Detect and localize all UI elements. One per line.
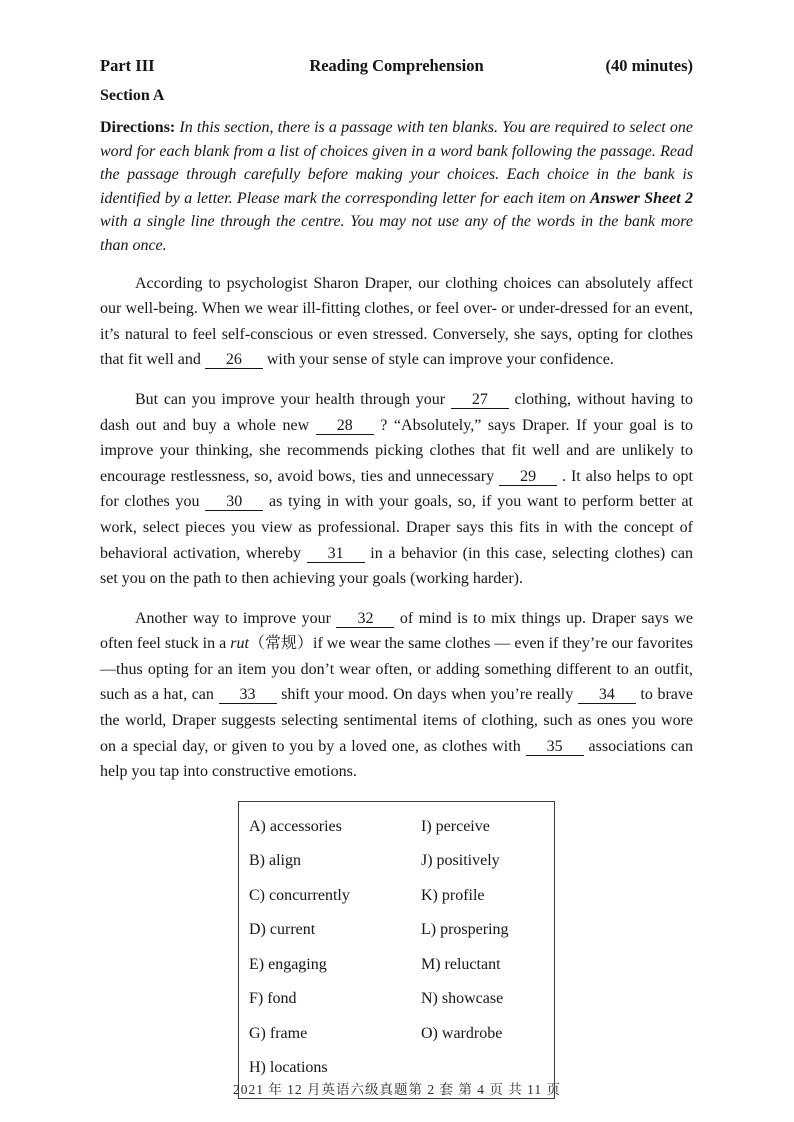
part-label: Part III [100,56,155,75]
directions-segment: In this section, there is a passage with ten blanks. You are required to select one word for each blank from a list of choices given in a word bank following the passage. Read the passage through carefully before making your choices. Each choice in the bank is identified by a letter. Please mark the corresponding letter for each item on [100,119,693,207]
page-footer: 2021 年 12 月英语六级真题第 2 套 第 4 页 共 11 页 [232,1082,562,1097]
time-limit: (40 minutes) [605,56,693,75]
word-bank-row [249,919,554,940]
passage-paragraph [100,606,693,785]
word-option-L: L) prospering [421,921,509,939]
word-option-G: G) frame [249,1024,308,1042]
blank-26: 26 [205,351,263,369]
word-bank-row [249,816,554,837]
passage [100,271,693,785]
word-option-D: D) current [249,921,316,939]
word-bank-box [238,801,555,1099]
blank-28: 28 [316,417,374,435]
word-option-F: F) fond [249,990,297,1008]
text-segment: ? “Absolutely,” says Draper. If your goal is to improve your thinking, she recommends picking clothes that fit well and are unlikely to encourage restlessness, so, avoid bows, ties and unnecessary [100,416,694,485]
text-segment: of mind is to mix things up. Draper says we often feel stuck in a [100,609,694,653]
text-segment: Another way to improve your [135,609,337,627]
text-segment: in a behavior (in this case, selecting clothes) can set you on the path to then achieving your goals (working harder). [100,544,693,588]
directions-label: Directions: [100,119,176,136]
word-option-H: H) locations [249,1059,328,1077]
text-segment: But can you improve your health through your [135,390,451,408]
word-bank-row [249,885,554,906]
page-content [100,56,693,1099]
text-segment: （常规）if we wear the same clothes — even if they’re our favorites—thus opting for an item you don’t wear often, or adding something different to an outfit, such as a hat, can [100,635,693,704]
word-bank-row [249,954,554,975]
word-bank-row [249,988,554,1009]
word-bank-row [249,1057,554,1078]
text-segment: clothing, without having to dash out and buy a whole new [100,390,693,434]
blank-29: 29 [499,468,557,486]
text-segment: rut [230,635,249,653]
section-label: Section A [100,87,165,104]
blank-31: 31 [307,545,365,563]
directions [100,116,693,258]
word-option-B: B) align [249,852,301,870]
word-option-E: E) engaging [249,955,327,973]
word-option-J: J) positively [421,852,500,870]
text-segment: with your sense of style can improve your confidence. [262,351,614,369]
directions-text [100,119,693,254]
text-segment: According to psychologist Sharon Draper, our clothing choices can absolutely affect our well-being. When we wear ill-fitting clothes, or feel over- or under-dressed for an event, it’s natural to feel self-conscious or even stressed. Conversely, she says, opting for clothes that fit well and [100,274,693,369]
blank-33: 33 [219,686,277,704]
blank-34: 34 [578,686,636,704]
text-segment: associations can help you tap into constructive emotions. [100,737,693,781]
blank-35: 35 [526,738,584,756]
word-option-O: O) wardrobe [421,1024,503,1042]
word-option-A: A) accessories [249,817,342,835]
word-bank-row [249,850,554,871]
blank-27: 27 [451,391,509,409]
part-header [100,56,693,76]
text-segment: . It also helps to opt for clothes you [100,467,694,511]
blank-32: 32 [336,610,394,628]
word-option-C: C) concurrently [249,886,350,904]
directions-segment: Answer Sheet 2 [590,189,693,207]
word-option-I: I) perceive [421,817,490,835]
text-segment: shift your mood. On days when you’re really [276,686,578,704]
directions-segment: with a single line through the centre. You may not use any of the words in the bank more than once. [100,213,693,254]
word-bank-row [249,1023,554,1044]
page-title: Reading Comprehension [309,56,484,75]
word-option-empty [421,1057,554,1078]
word-option-M: M) reluctant [421,955,501,973]
passage-paragraph [100,387,693,592]
word-option-N: N) showcase [421,990,504,1008]
word-option-K: K) profile [421,886,485,904]
passage-paragraph [100,271,693,373]
text-segment: as tying in with your goals, so, if you want to perform better at work, select pieces you view as professional. Draper says this fits in with the concept of behavioral activation, whereby [100,493,693,562]
text-segment: to brave the world, Draper suggests selecting sentimental items of clothing, such as ones you wore on a special day, or given to you by a loved one, as clothes with [100,686,693,755]
blank-30: 30 [205,493,263,511]
